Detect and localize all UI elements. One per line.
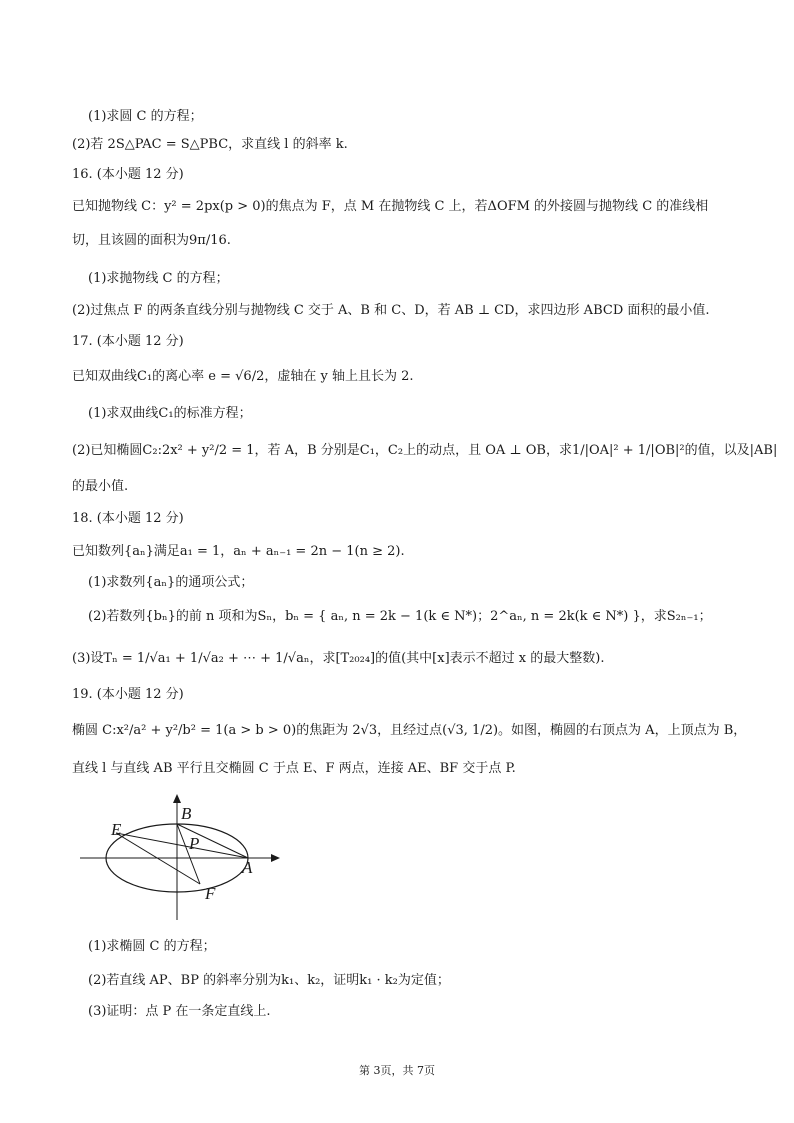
text-line: 直线 l 与直线 AB 平行且交椭圆 C 于点 E、F 两点，连接 AE、BF 交于点 P.: [72, 761, 516, 776]
text-line: 已知数列{aₙ}满足a₁ = 1，aₙ + aₙ₋₁ = 2n − 1(n ≥ 2).: [72, 544, 405, 559]
text-line: (1)求圆 C 的方程；: [88, 109, 203, 124]
text-line: (2)若 2S△PAC = S△PBC，求直线 l 的斜率 k.: [72, 137, 348, 152]
text-line: 已知抛物线 C：y² = 2px(p > 0)的焦点为 F，点 M 在抛物线 C 上，若ΔOFM 的外接圆与抛物线 C 的准线相: [72, 199, 709, 214]
text-line: 的最小值.: [72, 479, 129, 494]
text-line: (1)求椭圆 C 的方程；: [88, 939, 216, 954]
text-line: 16. (本小题 12 分): [72, 167, 184, 182]
text-line: (2)过焦点 F 的两条直线分别与抛物线 C 交于 A、B 和 C、D，若 AB ⊥ CD，求四边形 ABCD 面积的最小值.: [72, 303, 710, 318]
text-line: 17. (本小题 12 分): [72, 334, 184, 349]
text-line: (2)若数列{bₙ}的前 n 项和为Sₙ，bₙ = { aₙ, n = 2k − 1(k ∈ N*)；2^aₙ, n = 2k(k ∈ N*) }，求S₂ₙ₋₁；: [88, 609, 712, 624]
text-line: (2)已知椭圆C₂:2x² + y²/2 = 1，若 A，B 分别是C₁，C₂上的动点，且 OA ⊥ OB，求1/|OA|² + 1/|OB|²的值，以及|AB|: [72, 443, 778, 458]
label-p: P: [189, 834, 200, 853]
text-line: (1)求双曲线C₁的标准方程；: [88, 406, 252, 421]
label-e: E: [111, 820, 122, 839]
text-line: 椭圆 C:x²/a² + y²/b² = 1(a > b > 0)的焦距为 2√3，且经过点(√3, 1/2)。如图，椭圆的右顶点为 A，上顶点为 B，: [72, 723, 747, 738]
text-line: (2)若直线 AP、BP 的斜率分别为k₁、k₂，证明k₁ · k₂为定值；: [88, 973, 450, 988]
text-line: 19. (本小题 12 分): [72, 687, 184, 702]
text-line: (3)设Tₙ = 1/√a₁ + 1/√a₂ + ⋯ + 1/√aₙ，求[T₂₀₂₄]的值(其中[x]表示不超过 x 的最大整数).: [72, 651, 605, 666]
text-line: (1)求数列{aₙ}的通项公式；: [88, 575, 254, 590]
page-footer: 第 3页，共 7页: [359, 1064, 435, 1077]
label-a: A: [242, 858, 253, 877]
y-axis-arrow: [173, 794, 181, 803]
label-b: B: [181, 804, 192, 823]
text-line: 切，且该圆的面积为9π/16.: [72, 233, 231, 248]
x-axis-arrow: [271, 854, 280, 862]
text-line: 18. (本小题 12 分): [72, 511, 184, 526]
text-line: 已知双曲线C₁的离心率 e = √6/2，虚轴在 y 轴上且长为 2.: [72, 369, 414, 384]
label-f: F: [205, 884, 216, 903]
text-line: (1)求抛物线 C 的方程；: [88, 271, 229, 286]
text-line: (3)证明：点 P 在一条定直线上.: [88, 1004, 271, 1019]
